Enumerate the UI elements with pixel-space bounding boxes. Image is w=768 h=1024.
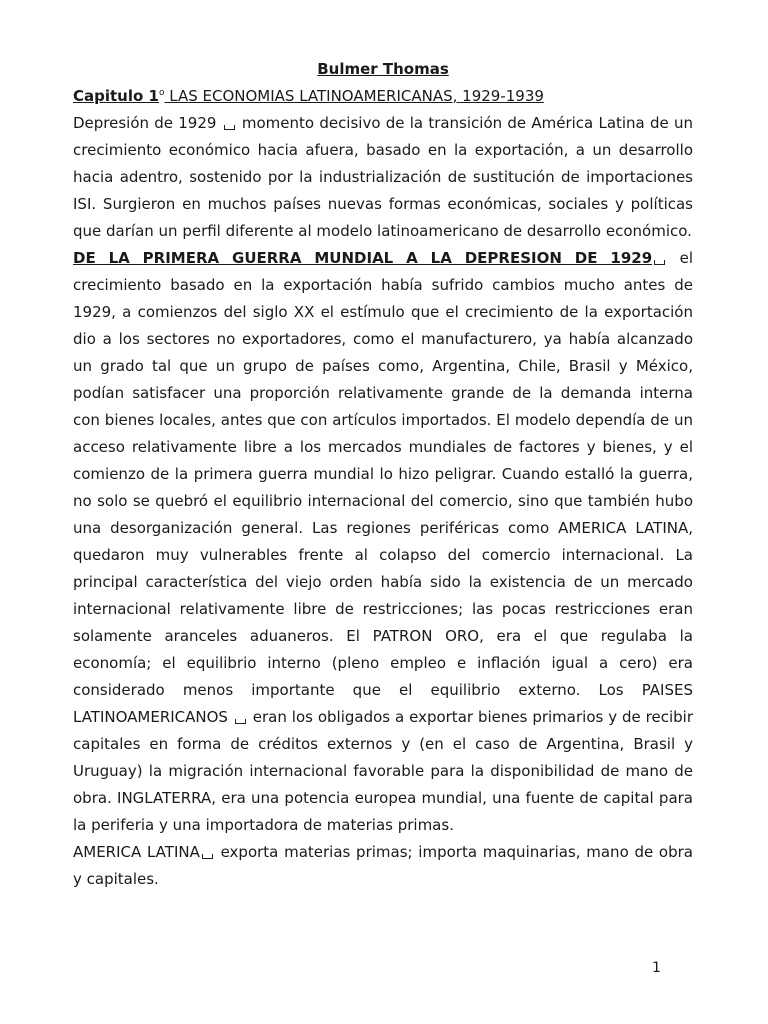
arrow-bracket-icon (202, 854, 213, 859)
intro-lead-text: Depresión de 1929 (73, 114, 217, 132)
chapter-ordinal-superscript: o (158, 88, 165, 98)
section-heading: DE LA PRIMERA GUERRA MUNDIAL A LA DEPRESION DE 1929 (73, 249, 653, 267)
intro-body-text: momento decisivo de la transición de América Latina de un crecimiento económico hacia afuera, basado en la exportación, a un desarrollo hacia adentro, sostenido por la industrialización de sustitución de importaciones ISI. Surgieron en muchos países nuevas formas económicas, sociales y políticas que darían un perfil diferente al modelo latinoamericano de desarrollo económico. (73, 114, 693, 240)
arrow-bracket-icon (224, 125, 235, 130)
chapter-heading (73, 83, 693, 110)
arrow-bracket-icon (654, 260, 665, 265)
intro-paragraph (73, 110, 693, 245)
closing-paragraph (73, 839, 693, 893)
closing-lead-text: AMERICA LATINA (73, 843, 200, 861)
arrow-bracket-icon (235, 719, 246, 724)
section-body-text-1: el crecimiento basado en la exportación había sufrido cambios mucho antes de 1929, a comienzos del siglo XX el estímulo que el crecimiento de la exportación dio a los sectores no exportadores, como el manufacturero, ya había alcanzado un grado tal que un grupo de países como, Argentina, Chile, Brasil y México, podían satisfacer una proporción relativamente grande de la demanda interna con bienes locales, antes que con artículos importados. El modelo dependía de un acceso relativamente libre a los mercados mundiales de factores y bienes, y el comienzo de la primera guerra mundial lo hizo peligrar. Cuando estalló la guerra, no solo se quebró el equilibrio internacional del comercio, sino que también hubo una desorganización general. Las regiones periféricas como AMERICA LATINA, quedaron muy vulnerables frente al colapso del comercio internacional. La principal característica del viejo orden había sido la existencia de un mercado internacional relativamente libre de restricciones; las pocas restricciones eran solamente aranceles aduaneros. El PATRON ORO, era el que regulaba la economía; el equilibrio interno (pleno empleo e inflación igual a cero) era considerado menos importante que el equilibrio externo. Los PAISES LATINOAMERICANOS (73, 249, 693, 726)
chapter-label: Capitulo 1 (73, 87, 159, 105)
chapter-title: LAS ECONOMIAS LATINOAMERICANAS, 1929-1939 (164, 87, 544, 105)
closing-body-text: exporta materias primas; importa maquinarias, mano de obra y capitales. (73, 843, 693, 888)
section-paragraph (73, 245, 693, 839)
document-page (73, 56, 693, 893)
section-body-text-2: eran los obligados a exportar bienes primarios y de recibir capitales en forma de créditos externos y (en el caso de Argentina, Brasil y Uruguay) la migración internacional favorable para la disponibilidad de mano de obra. INGLATERRA, era una potencia europea mundial, una fuente de capital para la periferia y una importadora de materias primas. (73, 708, 693, 834)
document-title: Bulmer Thomas (317, 60, 449, 78)
page-number: 1 (652, 960, 661, 976)
